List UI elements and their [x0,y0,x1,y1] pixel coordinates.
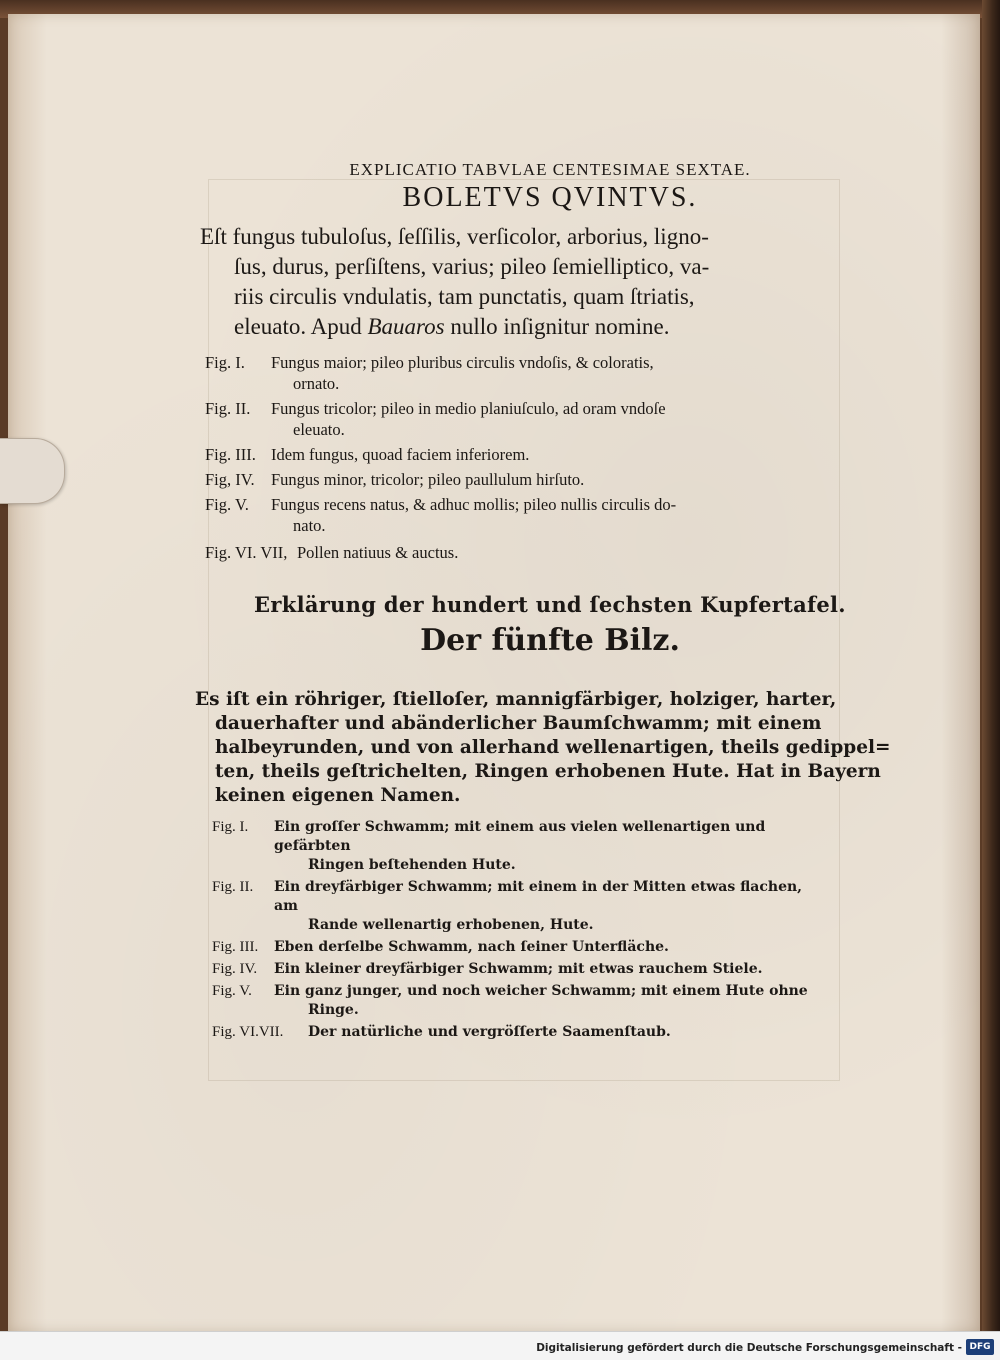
german-desc-line: ten, theils geſtrichelten, Ringen erhobenen Hute. Hat in Bayern [215,761,881,782]
figure-label: Fig. III. [212,939,259,955]
figure-text: Der natürliche und vergröſſerte Saamenſtaub. [308,1024,671,1040]
latin-desc-italic: Bauaros [367,314,445,339]
figure-entry [205,494,820,515]
figure-continuation: nato. [293,516,326,535]
figure-label: Fig. VI.VII. [212,1024,284,1040]
german-desc-line: halbeyrunden, und von allerhand wellenartigen, theils gedippel= [215,737,891,758]
german-description [195,688,891,808]
figure-entry [205,352,820,373]
figure-entry [212,960,824,979]
figure-label: Fig. II. [212,879,254,895]
figure-entry [212,1023,824,1042]
figure-entry [212,818,824,856]
figure-entry [212,938,824,957]
figure-text: Fungus maior; pileo pluribus circulis vndoſis, & coloratis, [271,353,654,372]
figure-continuation: Ringe. [308,1002,359,1018]
german-title: Erklärung der hundert und ſechsten Kupfertafel. [254,592,846,617]
figure-text: Pollen natiuus & auctus. [297,543,459,562]
figure-continuation: eleuato. [293,420,345,439]
figure-continuation: ornato. [293,374,340,393]
figure-entry [212,878,824,916]
figure-text: Ein dreyfärbiger Schwamm; mit einem in der Mitten etwas flachen, am [274,879,803,914]
german-subtitle: Der fünfte Bilz. [420,623,680,658]
figure-entry [205,398,820,419]
latin-desc-line [200,312,820,342]
page-tab-marker [0,438,65,504]
latin-desc-line: Eſt fungus tubuloſus, ſeſſilis, verſicolor, arborius, ligno- [200,224,709,249]
figure-text: Fungus recens natus, & adhuc mollis; pileo nullis circulis do- [271,495,677,514]
latin-desc-line: ſus, durus, perſiſtens, varius; pileo ſemielliptico, va- [234,254,710,279]
german-desc-line: dauerhafter und abänderlicher Baumſchwamm; mit einem [215,713,822,734]
figure-entry [212,982,824,1001]
german-desc-line: keinen eigenen Namen. [215,785,461,806]
german-figure-list [212,818,824,1042]
latin-subtitle: BOLETVS QVINTVS. [402,182,698,213]
figure-text: Ein groſſer Schwamm; mit einem aus vielen wellenartigen und gefärbten [274,819,766,854]
figure-label: Fig. I. [205,353,245,372]
figure-text: Fungus tricolor; pileo in medio planiuſculo, ad oram vndoſe [271,399,666,418]
latin-desc-end: nullo inſignitur nomine. [444,314,670,339]
figure-entry [205,542,820,563]
latin-description [200,222,820,342]
figure-label: Fig. IV. [212,961,258,977]
german-heading [200,592,900,658]
figure-label: Fig. V. [212,983,252,999]
figure-continuation: Rande wellenartig erhobenen, Hute. [308,917,594,933]
latin-figure-list [205,352,820,563]
figure-label: Fig. III. [205,445,256,464]
figure-entry [205,444,820,465]
latin-title: EXPLICATIO TABVLAE CENTESIMAE SEXTAE. [349,160,751,179]
figure-text: Ein kleiner dreyfärbiger Schwamm; mit etwas rauchem Stiele. [274,961,763,977]
latin-heading [200,160,900,214]
footer-bar [0,1331,1000,1360]
figure-text: Fungus minor, tricolor; pileo paullulum hirſuto. [271,470,585,489]
latin-desc-text: eleuato. Apud [234,314,368,339]
figure-text: Ein ganz junger, und noch weicher Schwamm; mit einem Hute ohne [274,983,808,999]
figure-continuation: Ringen beſtehenden Hute. [308,857,516,873]
figure-text: Idem fungus, quoad faciem inferiorem. [271,445,530,464]
footer-credit: Digitalisierung gefördert durch die Deutsche Forschungsgemeinschaft - [536,1342,962,1354]
figure-label: Fig. I. [212,819,249,835]
figure-label: Fig. VI. VII, [205,543,288,562]
figure-entry [205,469,820,490]
book-binding [982,0,1000,1340]
figure-label: Fig. V. [205,495,249,514]
latin-desc-line: riis circulis vndulatis, tam punctatis, quam ſtriatis, [234,284,695,309]
dfg-logo-icon: DFG [966,1339,994,1355]
figure-label: Fig. II. [205,399,251,418]
german-desc-line: Es iſt ein röhriger, ſtielloſer, mannigfärbiger, holziger, harter, [195,689,837,710]
figure-text: Eben derſelbe Schwamm, nach ſeiner Unterfläche. [274,939,669,955]
figure-label: Fig, IV. [205,470,255,489]
